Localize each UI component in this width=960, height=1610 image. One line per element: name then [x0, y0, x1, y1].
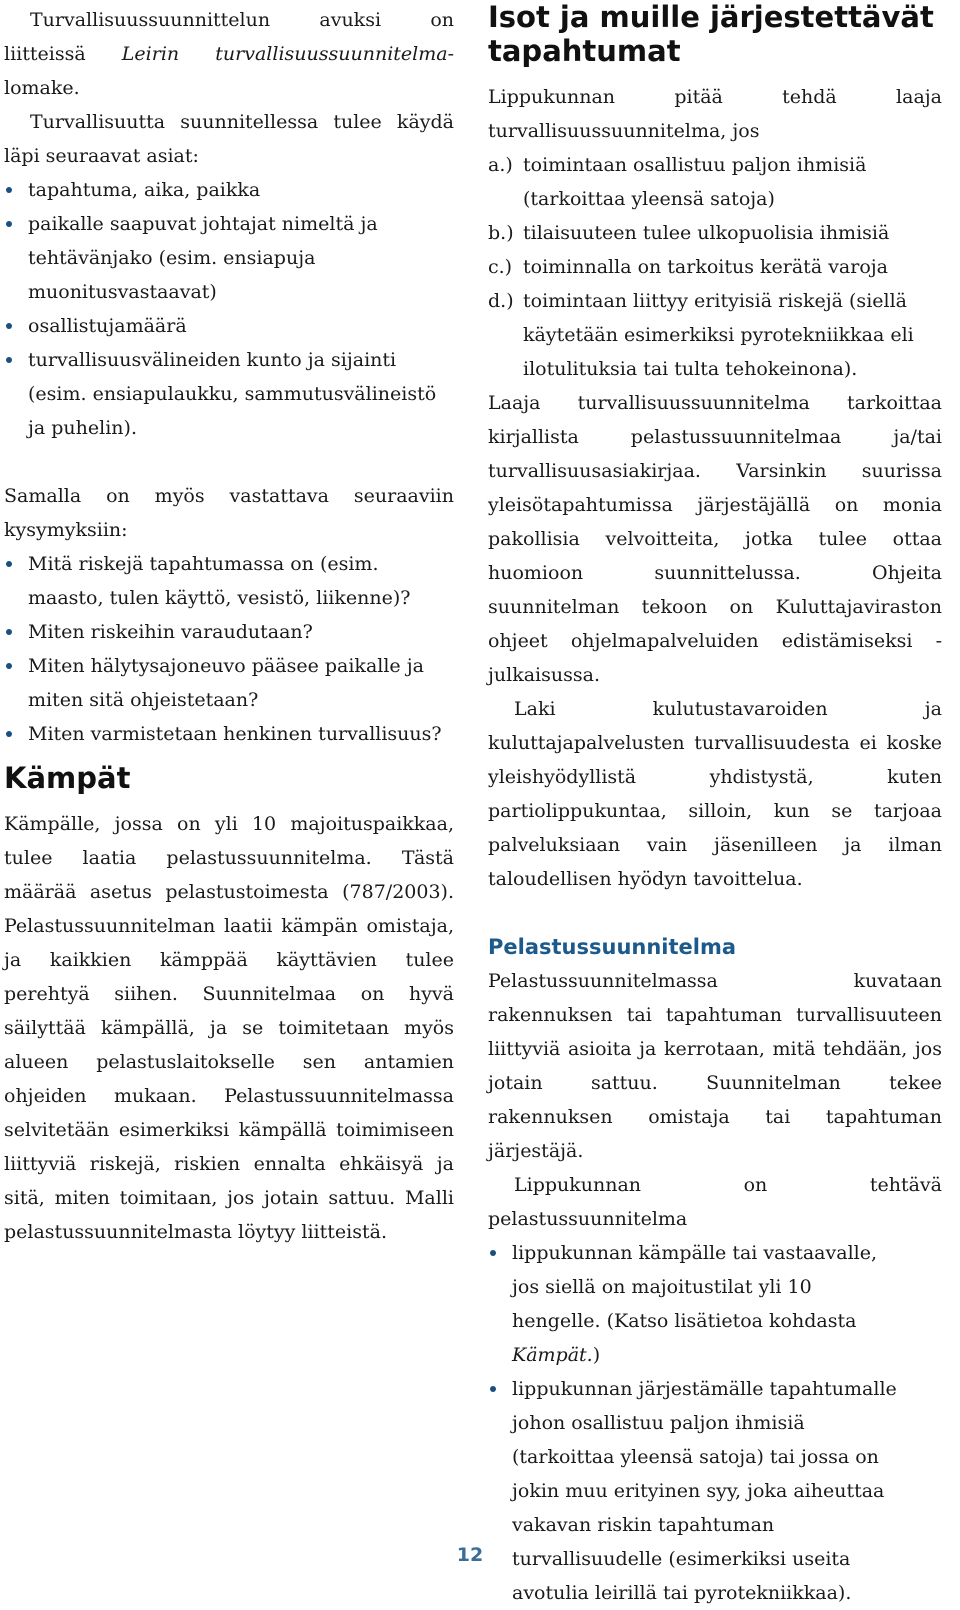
events-intro: Lippukunnan pitää tehdä laaja turvallisuussuunnitelma, jos	[488, 86, 942, 142]
list-item: turvallisuusvälineiden kunto ja sijainti (esim. ensiapulaukku, sammutusvälineistö ja puhelin).	[4, 343, 454, 445]
kampat-heading: Kämpät	[4, 761, 131, 795]
item-text: toimintaan osallistuu paljon ihmisiä (tarkoittaa yleensä satoja)	[523, 154, 867, 210]
right-column	[488, 0, 942, 1610]
item-letter: c.)	[488, 256, 513, 278]
duty-reference: Kämpät.	[512, 1344, 593, 1366]
laki-paragraph: Laki kulutustavaroiden ja kuluttajapalvelusten turvallisuudesta ei koske yleishyödyllistä yhdistystä, kuten partiolippukuntaa, silloin, kun se tarjoaa palveluksiaan vain jäsenilleen ja ilman taloudellisen hyödyn tavoittelua.	[488, 698, 942, 890]
form-name: Leirin turvallisuussuunnitelma	[121, 43, 448, 65]
questions-list	[4, 547, 454, 751]
questions-intro: Samalla on myös vastattava seuraaviin kysymyksiin:	[4, 485, 454, 541]
pelastus-heading: Pelastussuunnitelma	[488, 935, 737, 959]
list-item: Mitä riskejä tapahtumassa on (esim. maasto, tulen käyttö, vesistö, liikenne)?	[4, 547, 454, 615]
item-letter: a.)	[488, 154, 513, 176]
intro-text-b: -lomake.	[4, 43, 454, 99]
item-text: tilaisuuteen tulee ulkopuolisia ihmisiä	[523, 222, 890, 244]
item-letter: d.)	[488, 290, 514, 312]
list-item: tapahtuma, aika, paikka	[4, 173, 454, 207]
list-item	[488, 148, 942, 216]
list-item: Miten varmistetaan henkinen turvallisuus?	[4, 717, 454, 751]
list-item	[488, 216, 942, 250]
events-heading: Isot ja muille järjestettävät tapahtumat	[488, 0, 934, 68]
item-letter: b.)	[488, 222, 514, 244]
list-item: paikalle saapuvat johtajat nimeltä ja tehtävänjako (esim. ensiapuja muonitusvastaavat)	[4, 207, 454, 309]
list-item: lippukunnan järjestämälle tapahtumalle johon osallistuu paljon ihmisiä (tarkoittaa yleensä satoja) tai jossa on jokin muu erityinen syy, joka aiheuttaa vakavan riskin tapahtuman turvallisuudelle (esimerkiksi useita avotulia leirillä tai pyrotekniikkaa).	[488, 1372, 902, 1610]
item-text: toimintaan liittyy erityisiä riskejä (siellä käytetään esimerkiksi pyrotekniikkaa eli ilotulituksia tai tulta tehokeinona).	[523, 290, 914, 380]
pelastus-paragraph: Pelastussuunnitelmassa kuvataan rakennuksen tai tapahtuman turvallisuuteen liittyviä asioita ja kerrotaan, mitä tehdään, jos jotain sattuu. Suunnitelman tekee rakennuksen omistaja tai tapahtuman järjestäjä.	[488, 970, 942, 1162]
list-item: Miten hälytysajoneuvo pääsee paikalle ja miten sitä ohjeistetaan?	[4, 649, 454, 717]
duty-text-b: )	[592, 1344, 601, 1366]
list-item	[488, 1236, 902, 1372]
laaja-paragraph: Laaja turvallisuussuunnitelma tarkoittaa kirjallista pelastussuunnitelmaa ja/tai turvallisuusasiakirjaa. Varsinkin suurissa yleisötapahtumissa järjestäjällä on monia pakollisia velvoitteita, jotka tulee ottaa huomioon suunnittelussa. Ohjeita suunnitelman tekoon on Kuluttajaviraston ohjeet ohjelmapalveluiden edistämiseksi -julkaisussa.	[488, 392, 942, 686]
page-number: 12	[456, 1544, 484, 1566]
duty-text-a: lippukunnan kämpälle tai vastaavalle, jos siellä on majoitustilat yli 10 hengelle. (Katso lisätietoa kohdasta	[512, 1242, 878, 1332]
list-item: osallistujamäärä	[4, 309, 454, 343]
left-column	[4, 0, 454, 1249]
list-item: Miten riskeihin varaudutaan?	[4, 615, 454, 649]
checklist-intro: Turvallisuutta suunnitellessa tulee käydä läpi seuraavat asiat:	[4, 111, 454, 167]
tehtava-paragraph: Lippukunnan on tehtävä pelastussuunnitelma	[488, 1174, 942, 1230]
item-text: toiminnalla on tarkoitus kerätä varoja	[523, 256, 888, 278]
intro-paragraph	[4, 3, 454, 105]
intro-text-a: Turvallisuussuunnittelun avuksi on liitteissä	[4, 9, 454, 65]
kampat-paragraph: Kämpälle, jossa on yli 10 majoituspaikkaa, tulee laatia pelastussuunnitelma. Tästä määrää asetus pelastustoimesta (787/2003). Pelastussuunnitelman laatii kämpän omistaja, ja kaikkien kämppää käyttävien tulee perehtyä siihen. Suunnitelmaa on hyvä säilyttää kämpällä, ja se toimitetaan myös alueen pelastuslaitokselle sen antamien ohjeiden mukaan. Pelastussuunnitelmassa selvitetään esimerkiksi kämpällä toimimiseen liittyviä riskejä, riskien ennalta ehkäisyä ja sitä, miten toimitaan, jos jotain sattuu. Malli pelastussuunnitelmasta löytyy liitteistä.	[4, 813, 454, 1243]
duties-list	[488, 1236, 942, 1610]
list-item	[488, 284, 942, 386]
checklist	[4, 173, 454, 445]
conditions-list	[488, 148, 942, 386]
list-item	[488, 250, 942, 284]
